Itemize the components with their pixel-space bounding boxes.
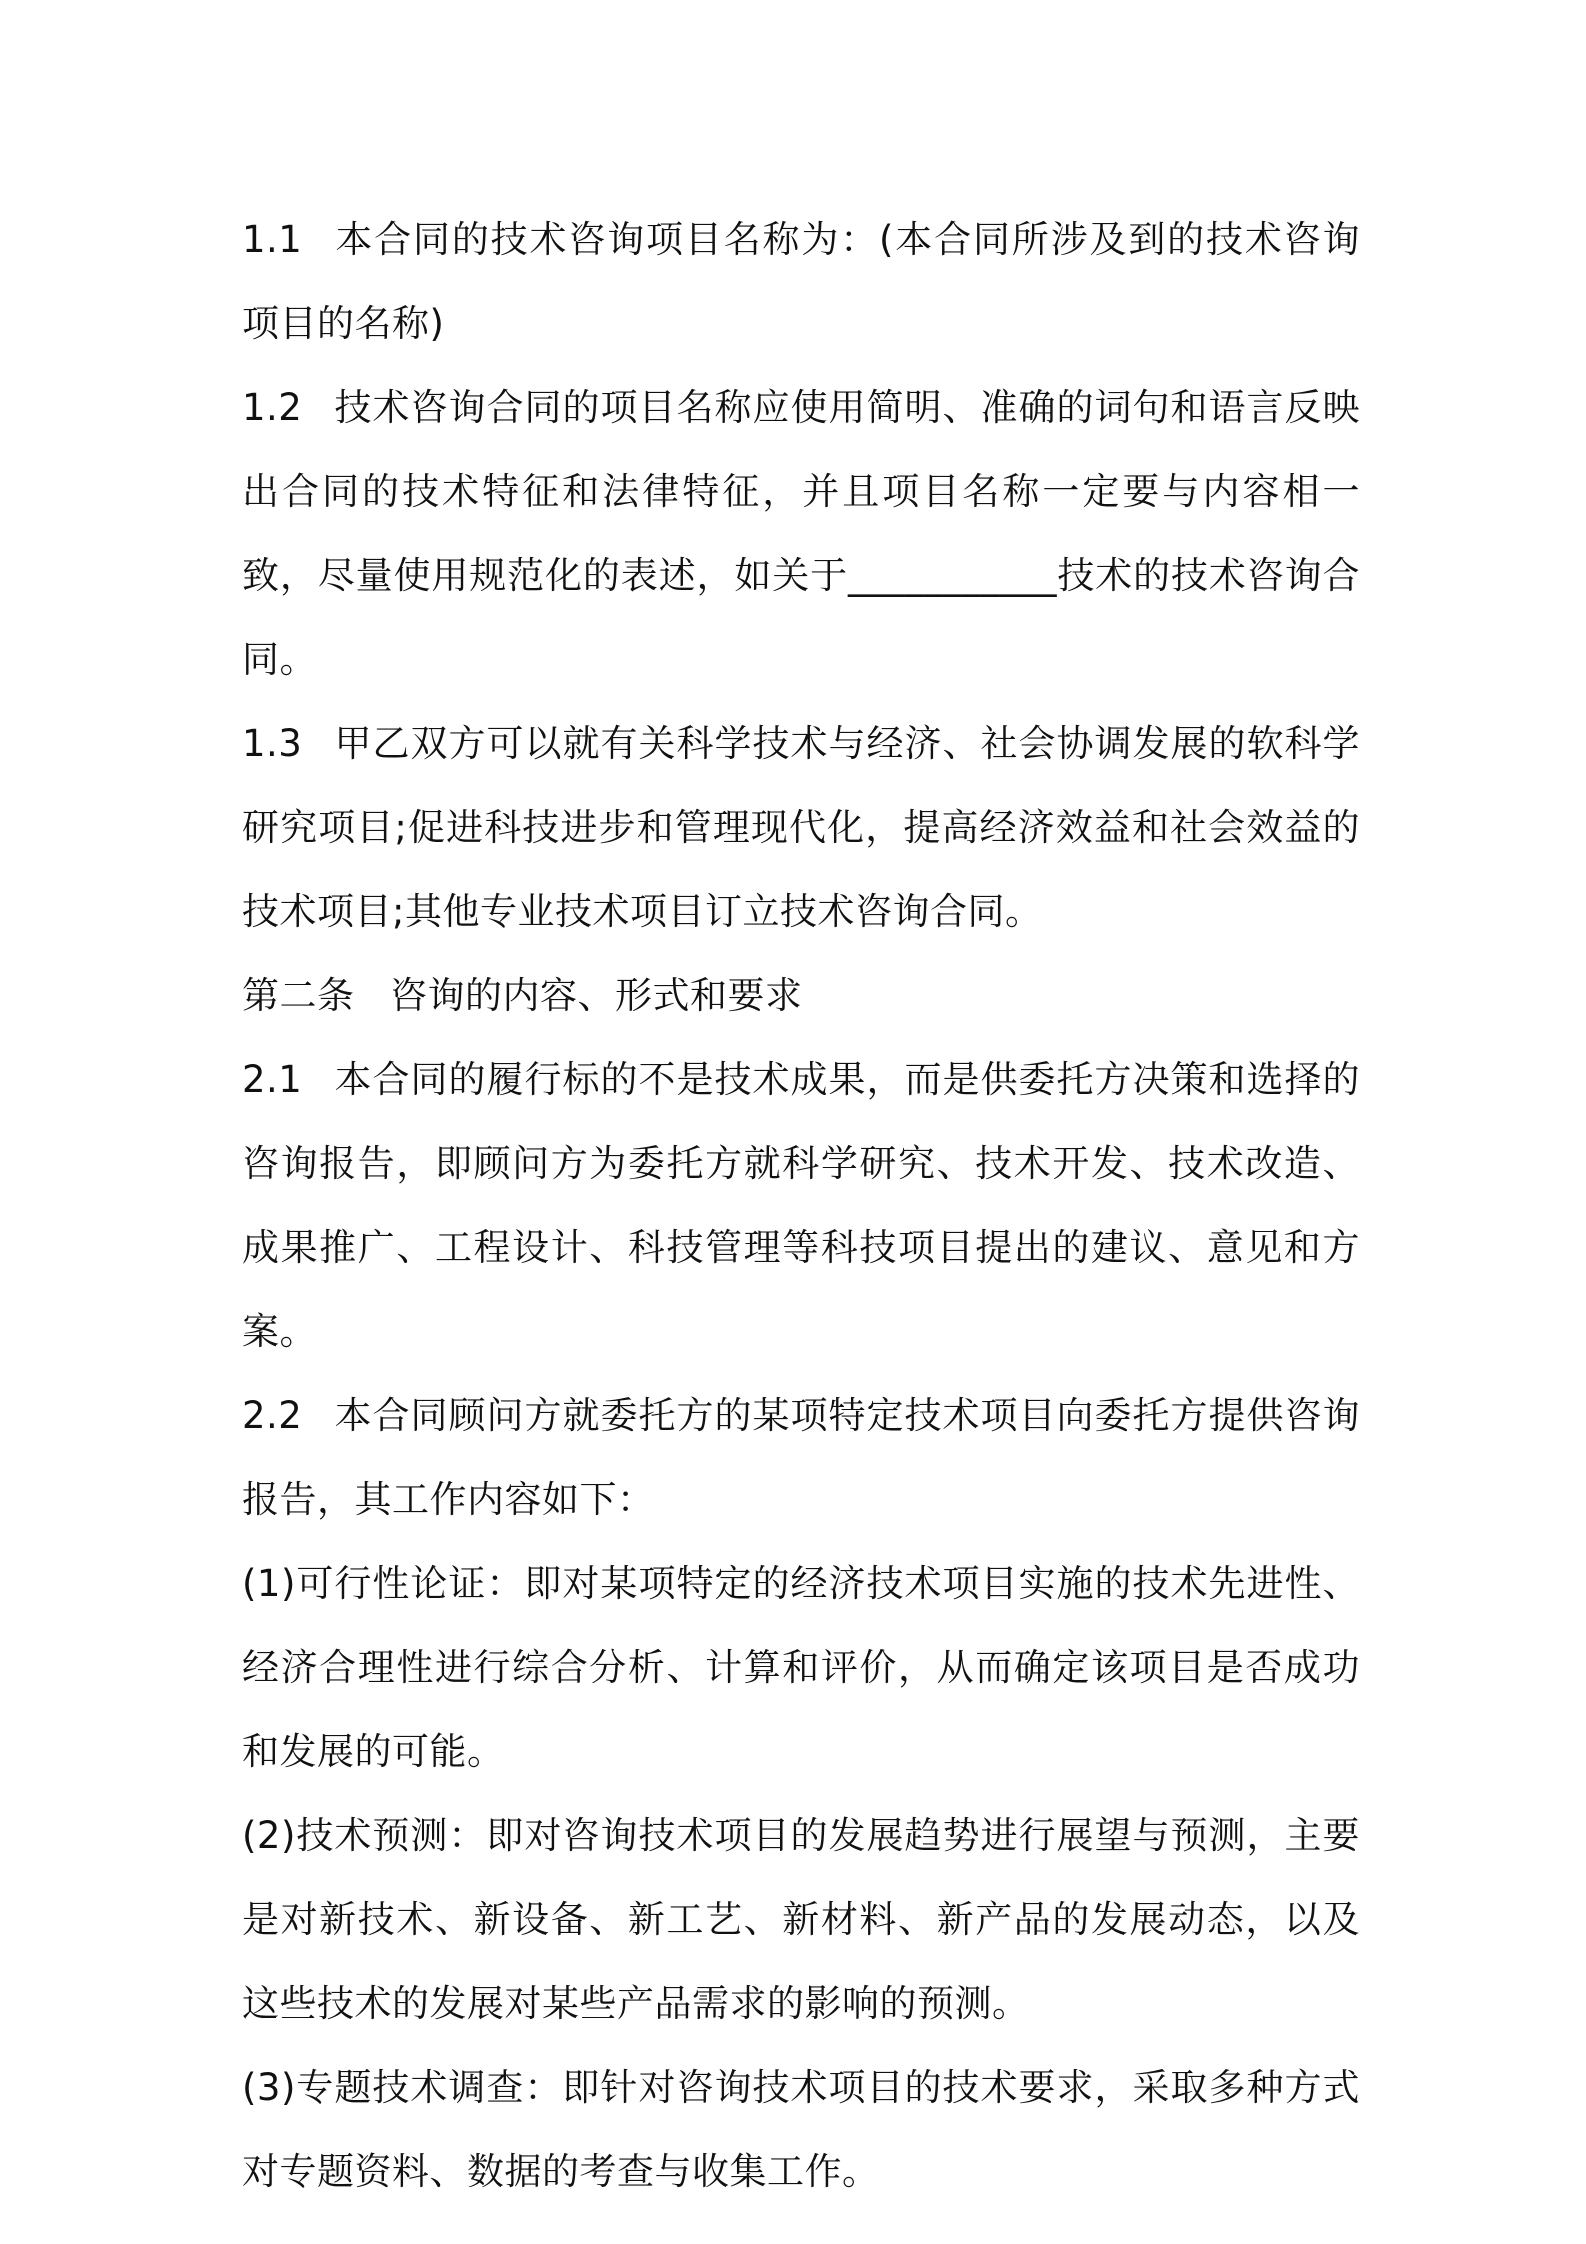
- clause-1-3: [242, 702, 1360, 954]
- article-title: 咨询的内容、形式和要求: [390, 974, 803, 1017]
- clause-text: 本合同的技术咨询项目名称为：(本合同所涉及到的技术咨询项目的名称): [242, 218, 1360, 345]
- list-item-text: (2)技术预测：即对咨询技术项目的发展趋势进行展望与预测，主要是对新技术、新设备、新工艺、新材料、新产品的发展动态，以及这些技术的发展对某些产品需求的影响的预测。: [242, 1814, 1360, 2025]
- clause-text-after-blank: 技术的技术咨询合同。: [242, 554, 1360, 681]
- fill-in-blank: ___________: [848, 554, 1057, 597]
- document-body: [242, 198, 1360, 2214]
- clause-2-1: [242, 1038, 1360, 1374]
- clause-text: 本合同顾问方就委托方的某项特定技术项目向委托方提供咨询报告，其工作内容如下：: [242, 1394, 1360, 1521]
- clause-number: 1.3: [242, 722, 303, 765]
- list-item-text: (1)可行性论证：即对某项特定的经济技术项目实施的技术先进性、经济合理性进行综合分析、计算和评价，从而确定该项目是否成功和发展的可能。: [242, 1562, 1360, 1773]
- list-item-forecast: [242, 1794, 1360, 2046]
- clause-text: 甲乙双方可以就有关科学技术与经济、社会协调发展的软科学研究项目;促进科技进步和管理现代化，提高经济效益和社会效益的技术项目;其他专业技术项目订立技术咨询合同。: [242, 722, 1360, 933]
- list-item-feasibility: [242, 1542, 1360, 1794]
- clause-number: 2.2: [242, 1394, 303, 1437]
- clause-text: 技术咨询合同的项目名称应使用简明、准确的词句和语言反映出合同的技术特征和法律特征，并且项目名称一定要与内容相一致，尽量使用规范化的表述，如关于: [242, 386, 1360, 597]
- list-item-text: (3)专题技术调查：即针对咨询技术项目的技术要求，采取多种方式对专题资料、数据的考查与收集工作。: [242, 2066, 1360, 2193]
- clause-1-1: [242, 198, 1360, 366]
- clause-number: 2.1: [242, 1058, 303, 1101]
- article-number: 第二条: [242, 974, 355, 1017]
- clause-number: 1.1: [242, 218, 303, 261]
- clause-2-2: [242, 1374, 1360, 1542]
- list-item-survey: [242, 2046, 1360, 2214]
- article-2-heading: [242, 954, 1360, 1038]
- clause-number: 1.2: [242, 386, 303, 429]
- clause-text: 本合同的履行标的不是技术成果，而是供委托方决策和选择的咨询报告，即顾问方为委托方就科学研究、技术开发、技术改造、成果推广、工程设计、科技管理等科技项目提出的建议、意见和方案。: [242, 1058, 1360, 1353]
- clause-1-2: [242, 366, 1360, 702]
